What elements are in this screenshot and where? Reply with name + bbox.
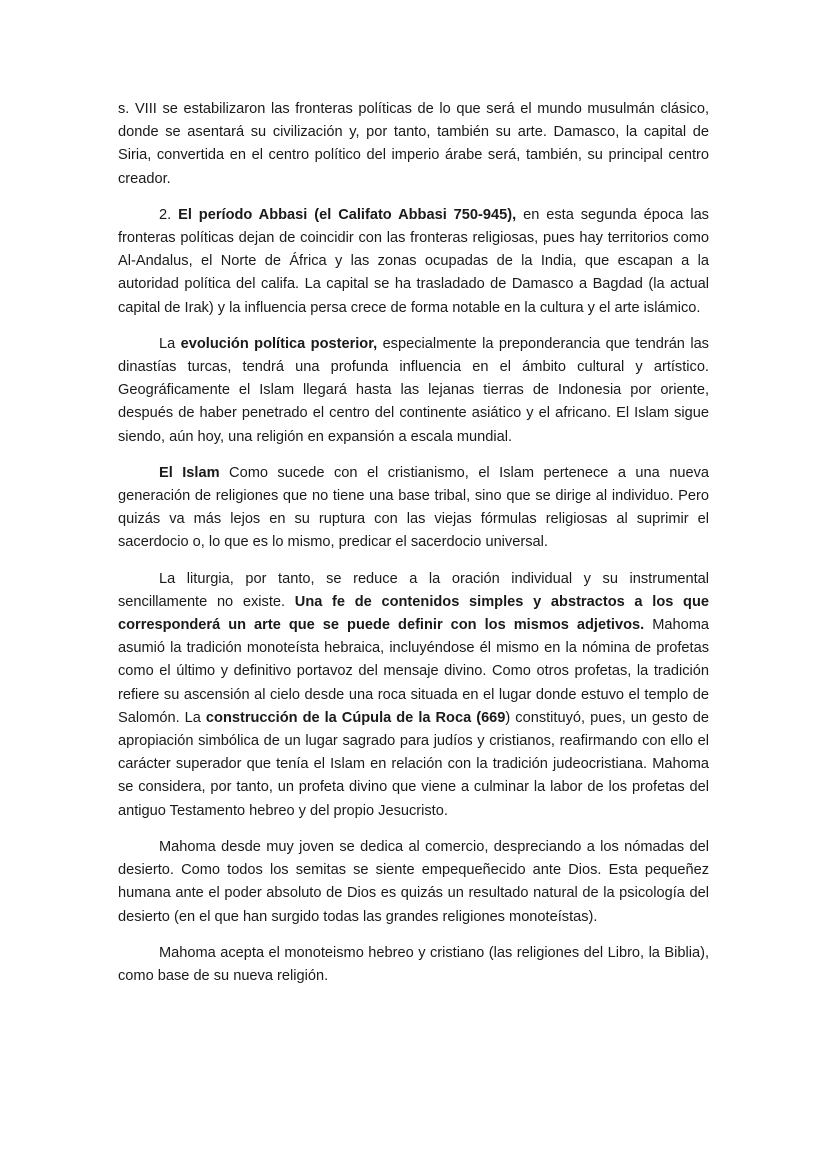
paragraph-mahoma-monotheism xyxy=(118,942,709,988)
text-run: 2. xyxy=(159,206,179,223)
bold-text-run: Una fe de contenidos simples y abstractos a los que corresponderá un arte que se puede definir con los mismos adjetivos. xyxy=(118,593,710,634)
text-run: especialmente la preponderancia que tendrán las dinastías turcas, tendrá una profunda influencia en el ámbito cultural y artístico. Geográficamente el Islam llegará hasta las lejanas tierras de Indonesia por oriente, después de haber penetrado el centro del continente asiático y el africano. El Islam sigue siendo, aún hoy, una religión en expansión a escala mundial. xyxy=(118,335,709,445)
text-run: Mahoma acepta el monoteismo hebreo y cristiano (las religiones del Libro, la Biblia), como base de su nueva religión. xyxy=(118,944,709,984)
bold-text-run: El período Abbasi (el Califato Abbasi 750-945), xyxy=(178,206,517,223)
text-run: Mahoma asumió la tradición monoteísta hebraica, incluyéndose él mismo en la nómina de profetas como el último y definitivo portavoz del mensaje divino. Como otros profetas, la tradición refiere su ascensión al cielo desde una roca situada en el lugar donde estuvo el templo de Salomón. La xyxy=(118,617,709,726)
paragraph-umayyad-frontiers xyxy=(118,98,709,191)
bold-text-run: evolución política posterior, xyxy=(180,335,378,352)
paragraph-el-islam xyxy=(118,462,709,555)
text-run: s. VIII se estabilizaron las fronteras políticas de lo que será el mundo musulmán clásico, donde se asentará su civilización y, por tanto, también su arte. Damasco, la capital de Siria, convertida en el centro político del imperio árabe será, también, su principal centro creador. xyxy=(118,101,709,187)
paragraph-liturgy xyxy=(118,568,709,823)
text-run: La liturgia, por tanto, se reduce a la oración individual y su instrumental sencillamente no existe. xyxy=(118,570,709,610)
paragraph-mahoma-commerce xyxy=(118,836,709,929)
text-run: Como sucede con el cristianismo, el Islam pertenece a una nueva generación de religiones que no tiene una base tribal, sino que se dirige al individuo. Pero quizás va más lejos en su ruptura con las viejas fórmulas religiosas al suprimir el sacerdocio o, lo que es lo mismo, predicar el sacerdocio universal. xyxy=(118,464,709,551)
bold-text-run: construcción de la Cúpula de la Roca (669 xyxy=(205,709,506,726)
paragraph-abbasi-period xyxy=(118,204,709,320)
text-run: La xyxy=(159,335,181,352)
paragraph-later-political-evolution xyxy=(118,333,709,449)
text-run: ) constituyó, pues, un gesto de apropiación simbólica de un lugar sagrado para judíos y cristianos, reafirmando con ello el carácter superador que tenía el Islam en relación con la tradición judeocristiana. Mahoma se considera, por tanto, un profeta divino que viene a culminar la labor de los profetas del antiguo Testamento hebreo y del propio Jesucristo. xyxy=(118,709,709,819)
bold-text-run: El Islam xyxy=(159,464,220,481)
text-run: Mahoma desde muy joven se dedica al comercio, despreciando a los nómadas del desierto. Como todos los semitas se siente empequeñecido ante Dios. Esta pequeñez humana ante el poder absoluto de Dios es quizás un resultado natural de la psicología del desierto (en el que han surgido todas las grandes religiones monoteístas). xyxy=(118,838,709,925)
body-text xyxy=(118,98,709,1001)
text-run: en esta segunda época las fronteras políticas dejan de coincidir con las fronteras religiosas, pues hay territorios como Al-Andalus, el Norte de África y las zonas ocupadas de la India, que escapan a la autoridad política del califa. La capital se ha trasladado de Damasco a Bagdad (la actual capital de Irak) y la influencia persa crece de forma notable en la cultura y el arte islámico. xyxy=(118,206,709,316)
